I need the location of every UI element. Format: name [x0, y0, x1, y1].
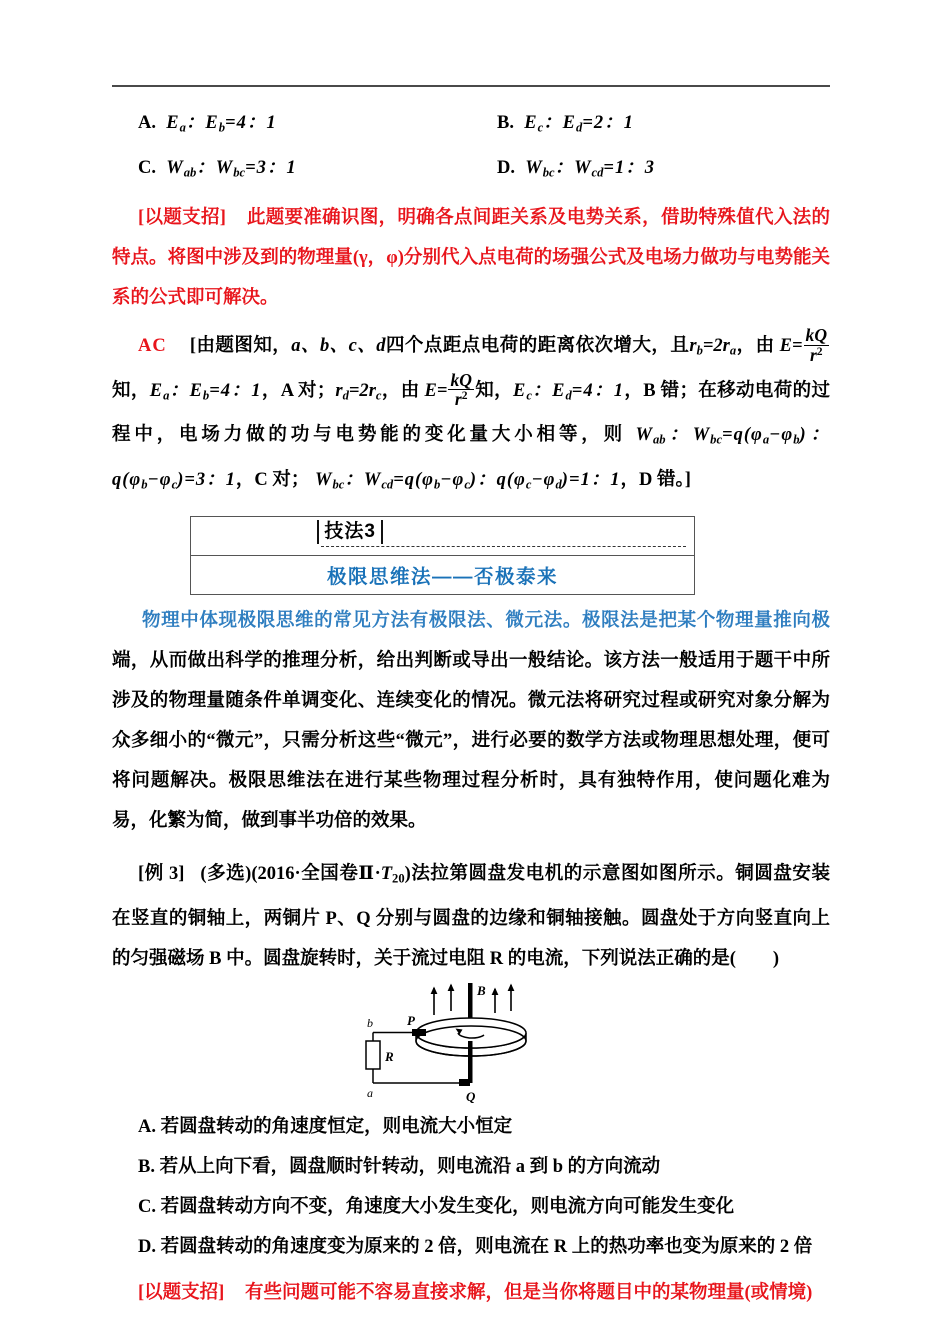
answer-seg-2: 四个点距点电荷的距离依次增大，且 [385, 336, 690, 357]
option-d-row [112, 1227, 830, 1267]
answer-points: a、b、c、d [291, 336, 386, 357]
prev-option-d [471, 148, 830, 193]
technique-box-body [191, 556, 694, 594]
prev-options-row-2 [112, 148, 830, 193]
technique-description [112, 601, 830, 841]
option-b-label: B. [138, 1156, 155, 1177]
prev-option-b [471, 103, 830, 148]
answer-eq-5: $W_{ab}$：$W_{bc}=q(\varphi_a-\varphi_b)$：$q(\varphi_b-\varphi_c)=3$：1 [112, 425, 830, 492]
prev-options-row-1 [112, 103, 830, 148]
answer-eq-4: $E_c$：$E_d=4$：1 [512, 380, 625, 403]
example-3-source-T: T [380, 864, 393, 885]
prev-option-a-text: $E_a$：$E_b=4$：1 [166, 113, 277, 135]
prev-option-d-label: D. [497, 157, 515, 178]
answer-seg-8: ，B 错；在移动电荷的过程中，电场力做的功与电势能的变化量大小相等，则 [112, 380, 830, 446]
prev-option-c-label: C. [138, 157, 156, 178]
option-a-label: A. [138, 1116, 156, 1137]
brush-P [412, 1029, 426, 1036]
answer-seg-5: ，A 对； [261, 380, 336, 401]
option-b-text: 若从上向下看，圆盘顺时针转动，则电流沿 a 到 b 的方向流动 [159, 1156, 661, 1177]
example-3-source-bold: 全国卷 [300, 862, 359, 884]
figure-label-B: B [477, 982, 486, 998]
hint-2-text: 有些问题可能不容易直接求解，但是当你将题目中的某物理量(或情境) [244, 1282, 813, 1303]
resistor-R [366, 1041, 380, 1069]
figure-label-P: P [407, 1012, 415, 1028]
answer-seg-9: ，C 对； [235, 469, 310, 490]
option-b-row [112, 1147, 830, 1187]
prev-option-c [112, 148, 471, 193]
option-c-label: C. [138, 1196, 156, 1217]
prev-option-b-text: $E_c$：$E_d=2$：1 [524, 113, 634, 135]
option-a-row [112, 1107, 830, 1147]
technique-dashed-rule [321, 546, 686, 547]
answer-eq-6: $W_{bc}$：$W_{cd}=q(\varphi_b-\varphi_c)$：$q(\varphi_c-\varphi_d)=1$：1 [315, 469, 621, 492]
option-c-text: 若圆盘转动方向不变，角速度大小发生变化，则电流方向可能发生变化 [160, 1196, 735, 1217]
example-3-source-vol: Ⅱ [358, 864, 375, 885]
answer-eq-3: $r_d=2r_c$ [335, 380, 382, 403]
answer-seg-6: ，由 [381, 380, 420, 401]
prev-option-c-text: $W_{ab}$：$W_{bc}=3$：1 [166, 157, 297, 180]
answer-formula-1: E= $\frac{kQ}{r^2}$ [779, 325, 827, 365]
technique-box [190, 516, 695, 595]
hint-block-2 [112, 1273, 830, 1313]
example-3-source-dot: · [374, 864, 381, 885]
faraday-disk-figure [112, 983, 830, 1105]
example-3-source-pre: (多选)(2016· [200, 864, 301, 885]
hint-1-text: 此题要准确识图，明确各点间距关系及电势关系，借助特殊值代入法的特点。将图中涉及到的物理量(γ，φ)分别代入点电荷的场强公式及电场力做功与电势能关系的公式即可解决。 [112, 208, 831, 309]
technique-bar-right-icon [381, 520, 383, 544]
example-3-source-post: ) [404, 864, 411, 885]
answer-formula-2: E= $\frac{kQ}{r^2}$ [424, 369, 472, 410]
prev-option-d-text: $W_{bc}$：$W_{cd}=1$：3 [525, 157, 655, 180]
option-c-row [112, 1187, 830, 1227]
answer-seg-3: ，由 [736, 336, 775, 357]
option-d-text: 若圆盘转动的角速度变为原来的 2 倍，则电流在 R 上的热功率也变为原来的 2 倍 [160, 1236, 813, 1257]
technique-title: 极限思维法——否极泰来 [326, 566, 558, 589]
answer-letters: AC [138, 336, 167, 357]
technique-box-header [191, 517, 694, 556]
example-3-tag: [例 3] [138, 864, 185, 885]
figure-label-Q: Q [466, 1088, 476, 1104]
technique-tag-wrap [317, 520, 383, 544]
answer-eq-1: $r_b=2r_a$ [689, 336, 737, 358]
faraday-disk-svg [356, 983, 586, 1105]
figure-label-b: b [367, 1015, 373, 1030]
technique-description-blue: 物理中体现极限思维的常见方法有极限法、微元法。极限法是把某个物理量推向极 [142, 611, 830, 632]
shaft-lower [468, 1041, 473, 1083]
technique-tag: 技法3 [324, 521, 376, 543]
hint-1-tag: [以题支招] [138, 208, 226, 229]
figure-label-R: R [385, 1048, 394, 1064]
answer-block [112, 326, 830, 504]
prev-option-a [112, 103, 471, 148]
figure-label-a: a [367, 1085, 373, 1100]
technique-description-black: 端，从而做出科学的推理分析，给出判断或导出一般结论。该方法一般适用于题干中所涉及的物理量随条件单调变化、连续变化的情况。微元法将研究过程或研究对象分解为众多细小的“微元”，只需分析这些“微元”，进行必要的数学方法或物理思想处理，便可将问题解决。极限思维法在进行某些物理过程分析时，具有独特作用，使问题化难为易，化繁为简，做到事半功倍的效果。 [112, 651, 830, 832]
header-rule [112, 85, 830, 87]
page-content [112, 103, 830, 1313]
hint-block-1 [112, 198, 830, 318]
answer-seg-1: [由题图知， [189, 336, 292, 357]
answer-seg-4: 知， [112, 380, 150, 401]
answer-seg-7: 知， [474, 380, 513, 401]
example-3-block [112, 853, 830, 979]
answer-eq-2: $E_a$：$E_b=4$：1 [149, 380, 262, 403]
hint-2-tag: [以题支招] [138, 1282, 225, 1303]
example-3-text: 法拉第圆盘发电机的示意图如图所示。铜圆盘安装在竖直的铜轴上，两铜片 P、Q 分别与圆盘的边缘和铜轴接触。圆盘处于方向竖直向上的匀强磁场 B 中。圆盘旋转时，关于流过电阻 R 的电流，下列说法正确的是( ) [112, 864, 830, 969]
prev-option-b-label: B. [497, 113, 514, 133]
example-3-source-T-sub: 20 [392, 871, 405, 886]
option-d-label: D. [138, 1236, 156, 1257]
prev-option-a-label: A. [138, 113, 156, 133]
answer-seg-10: ，D 错。] [620, 469, 691, 490]
option-a-text: 若圆盘转动的角速度恒定，则电流大小恒定 [160, 1116, 513, 1137]
